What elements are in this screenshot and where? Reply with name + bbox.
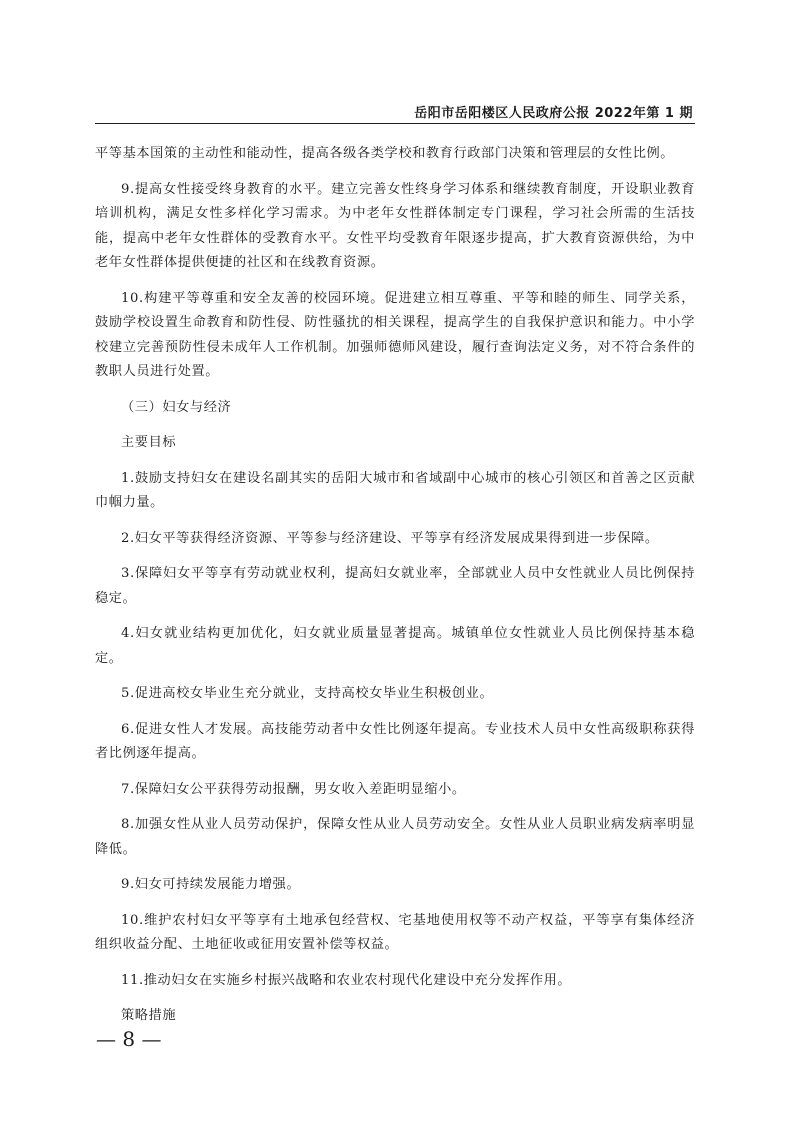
- document-body: [95, 142, 695, 1040]
- page-number: — 8 —: [96, 1027, 162, 1051]
- goal-item-7: 7.保障妇女公平获得劳动报酬，男女收入差距明显缩小。: [121, 781, 466, 797]
- goal-item-6: 6.促进女性人才发展。高技能劳动者中女性比例逐年提高。专业技术人员中女性高级职称获得者比例逐年提高。: [95, 721, 695, 761]
- bulletin-title: 岳阳市岳阳楼区人民政府公报 2022年第 1 期: [414, 106, 693, 121]
- goal-item-5: 5.促进高校女毕业生充分就业，支持高校女毕业生积极创业。: [121, 686, 494, 701]
- goal-item-11: 11.推动妇女在实施乡村振兴战略和农业农村现代化建设中充分发挥作用。: [121, 972, 572, 988]
- paragraph-item-9-education: 9.提高女性接受终身教育的水平。建立完善女性终身学习体系和继续教育制度，开设职业教育培训机构，满足女性多样化学习需求。为中老年女性群体制定专门课程，学习社会所需的生活技能，提高中老年女性群体的受教育水平。女性平均受教育年限逐步提高，扩大教育资源供给，为中老年女性群体提供便捷的社区和在线教育资源。: [95, 181, 695, 270]
- header-divider: [95, 123, 695, 124]
- goal-item-4: 4.妇女就业结构更加优化，妇女就业质量显著提高。城镇单位女性就业人员比例保持基本稳定。: [95, 626, 695, 666]
- paragraph-item-10-campus: 10.构建平等尊重和安全友善的校园环境。促进建立相互尊重、平等和睦的师生、同学关系，鼓励学校设置生命教育和防性侵、防性骚扰的相关课程，提高学生的自我保护意识和能力。中小学校建立完善预防性侵未成年人工作机制。加强师德师风建设，履行查询法定义务，对不符合条件的教职人员进行处置。: [95, 290, 695, 379]
- goal-item-2: 2.妇女平等获得经济资源、平等参与经济建设、平等享有经济发展成果得到进一步保障。: [121, 530, 659, 546]
- paragraph-continuation: 平等基本国策的主动性和能动性，提高各级各类学校和教育行政部门决策和管理层的女性比例。: [95, 146, 675, 161]
- section-heading-economy: （三）妇女与经济: [121, 399, 232, 415]
- goal-item-8: 8.加强女性从业人员劳动保护，保障女性从业人员劳动安全。女性从业人员职业病发病率明显降低。: [95, 817, 695, 857]
- goal-item-3: 3.保障妇女平等享有劳动就业权利，提高妇女就业率，全部就业人员中女性就业人员比例保持稳定。: [95, 566, 695, 606]
- subheading-strategies: 策略措施: [121, 1008, 177, 1023]
- subheading-main-goals: 主要目标: [121, 435, 177, 450]
- goal-item-9: 9.妇女可持续发展能力增强。: [121, 877, 301, 892]
- goal-item-1: 1.鼓励支持妇女在建设名副其实的岳阳大城市和省域副中心城市的核心引领区和首善之区贡献巾帼力量。: [95, 470, 695, 510]
- goal-item-10: 10.维护农村妇女平等享有土地承包经营权、宅基地使用权等不动产权益，平等享有集体经济组织收益分配、土地征收或征用安置补偿等权益。: [95, 912, 695, 952]
